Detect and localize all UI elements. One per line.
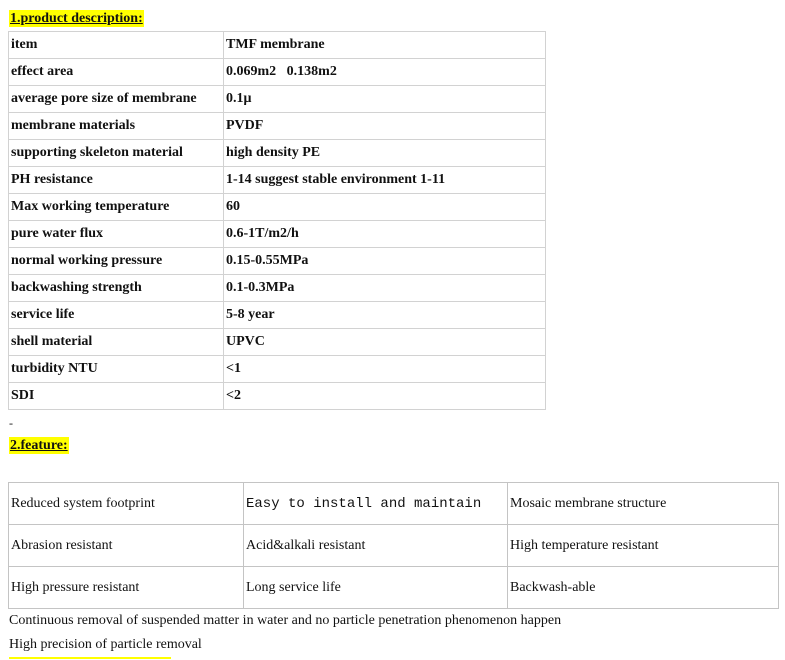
feature-cell: Abrasion resistant <box>9 525 244 567</box>
table-row <box>9 59 546 86</box>
spec-value: <1 <box>224 356 546 383</box>
spec-value: 0.6-1T/m2/h <box>224 221 546 248</box>
spec-key: service life <box>9 302 224 329</box>
spec-key: PH resistance <box>9 167 224 194</box>
spec-value: 0.15-0.55MPa <box>224 248 546 275</box>
table-row <box>9 113 546 140</box>
table-row <box>9 248 546 275</box>
section-heading-product-description: 1.product description: <box>10 11 143 26</box>
spec-value: UPVC <box>224 329 546 356</box>
table-row <box>9 483 779 525</box>
feature-note-continuous-removal: Continuous removal of suspended matter in water and no particle penetration phenomenon happen <box>9 613 562 628</box>
spec-value: <2 <box>224 383 546 410</box>
table-row <box>9 525 779 567</box>
feature-cell: High temperature resistant <box>508 525 779 567</box>
product-description-table <box>8 31 546 410</box>
spec-key: effect area <box>9 59 224 86</box>
feature-cell: Acid&alkali resistant <box>244 525 508 567</box>
feature-cell: Backwash-able <box>508 567 779 609</box>
spec-value: 0.069m2 0.138m2 <box>224 59 546 86</box>
feature-cell: High pressure resistant <box>9 567 244 609</box>
spec-key: supporting skeleton material <box>9 140 224 167</box>
table-row <box>9 194 546 221</box>
spec-key: membrane materials <box>9 113 224 140</box>
table-row <box>9 221 546 248</box>
highlight-rule <box>9 657 171 659</box>
spec-key: turbidity NTU <box>9 356 224 383</box>
table-row <box>9 275 546 302</box>
spec-value: 60 <box>224 194 546 221</box>
separator-dash: - <box>9 416 13 430</box>
spec-value: 1-14 suggest stable environment 1-11 <box>224 167 546 194</box>
spec-value: 0.1-0.3MPa <box>224 275 546 302</box>
spec-key: average pore size of membrane <box>9 86 224 113</box>
spec-value: PVDF <box>224 113 546 140</box>
table-row <box>9 383 546 410</box>
table-row <box>9 167 546 194</box>
spec-value: 5-8 year <box>224 302 546 329</box>
feature-note-high-precision: High precision of particle removal <box>9 637 202 652</box>
table-row <box>9 329 546 356</box>
spec-key: item <box>9 32 224 59</box>
spec-key: Max working temperature <box>9 194 224 221</box>
spec-key: SDI <box>9 383 224 410</box>
table-row <box>9 302 546 329</box>
section-heading-feature: 2.feature: <box>10 438 68 453</box>
table-row <box>9 140 546 167</box>
table-row <box>9 567 779 609</box>
feature-cell: Reduced system footprint <box>9 483 244 525</box>
spec-key: backwashing strength <box>9 275 224 302</box>
table-row <box>9 356 546 383</box>
spec-key: pure water flux <box>9 221 224 248</box>
spec-value: high density PE <box>224 140 546 167</box>
feature-table <box>8 482 779 609</box>
spec-value: TMF membrane <box>224 32 546 59</box>
spec-value: 0.1μ <box>224 86 546 113</box>
feature-cell: Easy to install and maintain <box>244 483 508 525</box>
table-row <box>9 32 546 59</box>
table-row <box>9 86 546 113</box>
spec-key: shell material <box>9 329 224 356</box>
spec-key: normal working pressure <box>9 248 224 275</box>
feature-cell: Mosaic membrane structure <box>508 483 779 525</box>
feature-cell: Long service life <box>244 567 508 609</box>
